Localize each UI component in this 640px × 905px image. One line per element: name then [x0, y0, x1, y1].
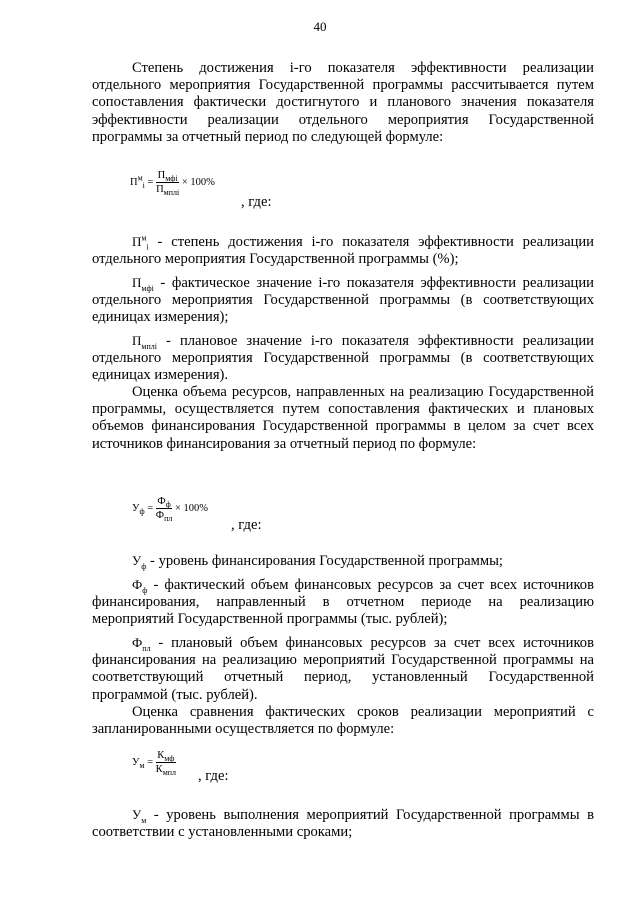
- formula-2-gde: , где:: [231, 517, 262, 533]
- definition-3: $П_{мплi}$ - плановое значение i-го показателя эффективности реализации отдельного мероприятия Государственной программы (в соответствующих единицах измерения).: [92, 333, 594, 384]
- formula-1-gde: , где:: [241, 194, 272, 210]
- definition-1: $П^м_i$ - степень достижения i-го показателя эффективности реализации отдельного мероприятия Государственной программы (%);: [92, 233, 594, 268]
- formula-3-gde: , где:: [198, 768, 229, 784]
- paragraph-1: Степень достижения i-го показателя эффективности реализации отдельного мероприятия Государственной программы рассчитывается путем сопоставления фактически достигнутого и планового значения показателя эффективности реализации отдельного мероприятия Государственной программы за отчетный период по следующей формуле:: [92, 60, 594, 145]
- formula-2: $У_ф$ = $\frac{Ф_ф}{Ф_{пл}}$ × 100%: [132, 496, 209, 524]
- formula-3: $У_м$ = $\frac{К_{мф}}{К_{мпл}}$: [132, 750, 177, 778]
- definition-6: $Ф_{пл}$ - плановый объем финансовых ресурсов за счет всех источников финансирования на реализацию мероприятий Государственной программы на соответствующий отчетный период, установленный Государственной программой (тыс. рублей).: [92, 635, 594, 703]
- formula-1: $П^м_i$ = $\frac{П_{мфi}}{П_{мплi}}$ × 100%: [130, 170, 215, 198]
- definition-2: $П_{мфi}$ - фактическое значение i-го показателя эффективности реализации отдельного мероприятия Государственной программы (в соответствующих единицах измерения);: [92, 275, 594, 326]
- definition-7: $У_м$ - уровень выполнения мероприятий Государственной программы в соответствии с установленными сроками;: [92, 807, 594, 841]
- definition-5: $Ф_ф$ - фактический объем финансовых ресурсов за счет всех источников финансирования, направленный в отчетном периоде на реализацию мероприятий Государственной программы (тыс. рублей);: [92, 577, 594, 628]
- paragraph-2: Оценка объема ресурсов, направленных на реализацию Государственной программы, осуществляется путем сопоставления фактических и плановых объемов финансирования Государственной программы в целом за счет всех источников финансирования за отчетный период по формуле:: [92, 384, 594, 452]
- page-number: 40: [313, 19, 327, 34]
- paragraph-3: Оценка сравнения фактических сроков реализации мероприятий с запланированными осуществляется по формуле:: [92, 704, 594, 738]
- definition-4: $У_ф$ - уровень финансирования Государственной программы;: [132, 553, 503, 571]
